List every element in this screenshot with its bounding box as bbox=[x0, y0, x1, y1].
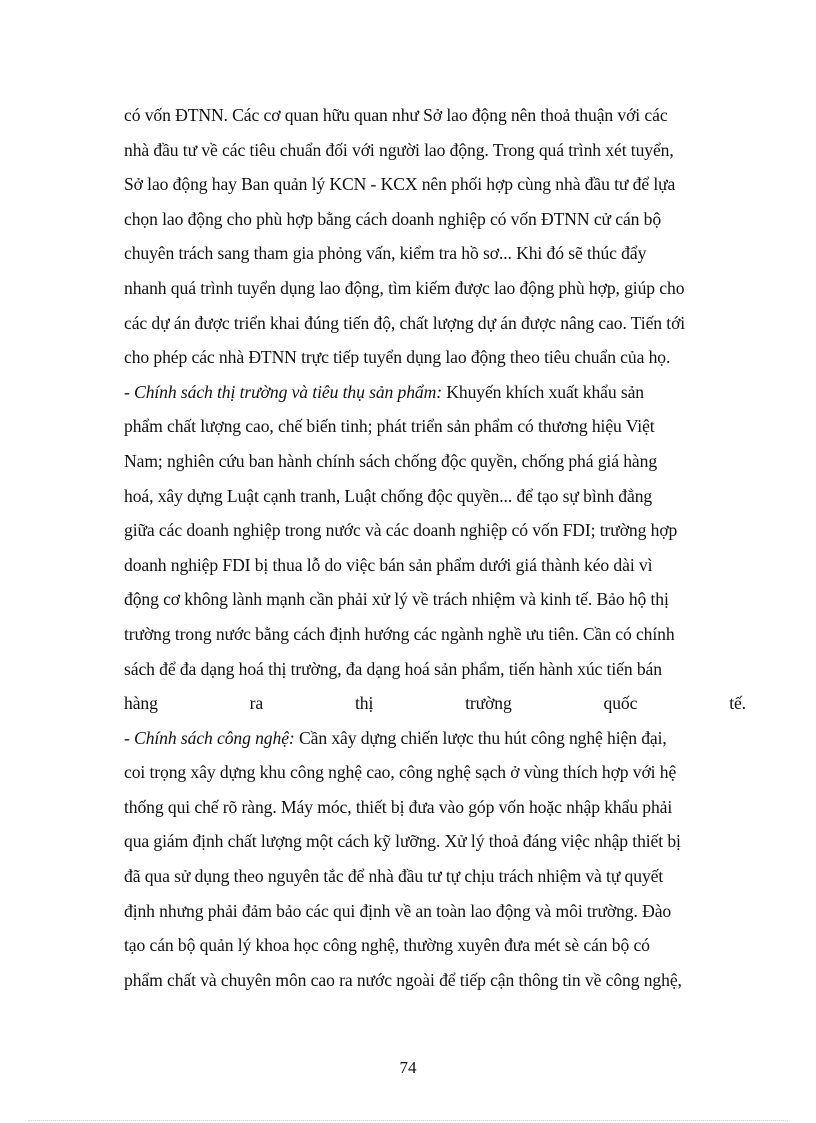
word: quốc bbox=[603, 693, 638, 714]
text-line: đã qua sử dụng theo nguyên tắc để nhà đầu tư tự chịu trách nhiệm và tự quyết bbox=[124, 866, 664, 887]
text-line: coi trọng xây dựng khu công nghệ cao, công nghệ sạch ở vùng thích hợp với hệ bbox=[124, 762, 677, 783]
text-line: nhà đầu tư về các tiêu chuẩn đối với người lao động. Trong quá trình xét tuyển, bbox=[124, 139, 674, 160]
text-line: phẩm chất lượng cao, chế biến tinh; phát triển sản phẩm có thương hiệu Việt bbox=[124, 416, 655, 437]
text-line: Sở lao động hay Ban quản lý KCN - KCX nên phối hợp cùng nhà đầu tư để lựa bbox=[124, 174, 676, 195]
text-line: chọn lao động cho phù hợp bằng cách doanh nghiệp có vốn ĐTNN cử cán bộ bbox=[124, 208, 662, 229]
tech-policy-heading: - Chính sách công nghệ: bbox=[124, 727, 295, 748]
text-span: Cần xây dựng chiến lược thu hút công nghệ hiện đại, bbox=[294, 727, 667, 748]
text-line: giữa các doanh nghiệp trong nước và các doanh nghiệp có vốn FDI; trường hợp bbox=[124, 520, 678, 541]
text-line: doanh nghiệp FDI bị thua lỗ do việc bán sản phẩm dưới giá thành kéo dài vì bbox=[124, 554, 653, 575]
text-line: chuyên trách sang tham gia phỏng vấn, kiểm tra hồ sơ... Khi đó sẽ thúc đẩy bbox=[124, 243, 647, 264]
word: trường bbox=[465, 693, 512, 714]
justified-last-line bbox=[124, 686, 746, 721]
text-line: có vốn ĐTNN. Các cơ quan hữu quan như Sở lao động nên thoả thuận với các bbox=[124, 105, 668, 125]
text-line: định nhưng phải đảm bảo các qui định về an toàn lao động và môi trường. Đào bbox=[124, 900, 672, 921]
market-policy-heading: - Chính sách thị trường và tiêu thụ sản phẩm: bbox=[124, 381, 442, 402]
text-line: qua giám định chất lượng một cách kỹ lưỡng. Xử lý thoả đáng việc nhập thiết bị bbox=[124, 831, 681, 852]
word: thị bbox=[354, 693, 374, 714]
word: hàng bbox=[124, 693, 158, 714]
text-line: động cơ không lành mạnh cần phải xử lý về trách nhiệm và kinh tế. Bảo hộ thị bbox=[124, 589, 669, 610]
text-line: phẩm chất và chuyên môn cao ra nước ngoài để tiếp cận thông tin về công nghệ, bbox=[124, 969, 682, 990]
page-number: 74 bbox=[399, 1058, 417, 1077]
body-text bbox=[124, 98, 746, 997]
word: tế. bbox=[729, 693, 746, 714]
text-line: thống qui chế rõ ràng. Máy móc, thiết bị đưa vào góp vốn hoặc nhập khẩu phải bbox=[124, 796, 673, 817]
text-line: hoá, xây dựng Luật cạnh tranh, Luật chống độc quyền... để tạo sự bình đẳng bbox=[124, 485, 653, 506]
tech-policy-line bbox=[124, 721, 746, 756]
word: ra bbox=[249, 693, 264, 714]
text-line: tạo cán bộ quản lý khoa học công nghệ, thường xuyên đưa mét sè cán bộ có bbox=[124, 935, 650, 956]
text-line: Nam; nghiên cứu ban hành chính sách chống độc quyền, chống phá giá hàng bbox=[124, 450, 658, 471]
footer-divider bbox=[28, 1120, 788, 1121]
text-line: nhanh quá trình tuyển dụng lao động, tìm kiếm được lao động phù hợp, giúp cho bbox=[124, 277, 685, 298]
text-span: Khuyến khích xuất khẩu sản bbox=[441, 381, 644, 402]
text-line: các dự án được triển khai đúng tiến độ, chất lượng dự án được nâng cao. Tiến tới bbox=[124, 312, 686, 333]
text-line: trường trong nước bằng cách định hướng các ngành nghề ưu tiên. Cần có chính bbox=[124, 623, 675, 644]
market-policy-line bbox=[124, 375, 746, 410]
text-line: sách để đa dạng hoá thị trường, đa dạng hoá sản phẩm, tiến hành xúc tiến bán bbox=[124, 658, 662, 679]
text-line: cho phép các nhà ĐTNN trực tiếp tuyển dụng lao động theo tiêu chuẩn của họ. bbox=[124, 347, 671, 368]
